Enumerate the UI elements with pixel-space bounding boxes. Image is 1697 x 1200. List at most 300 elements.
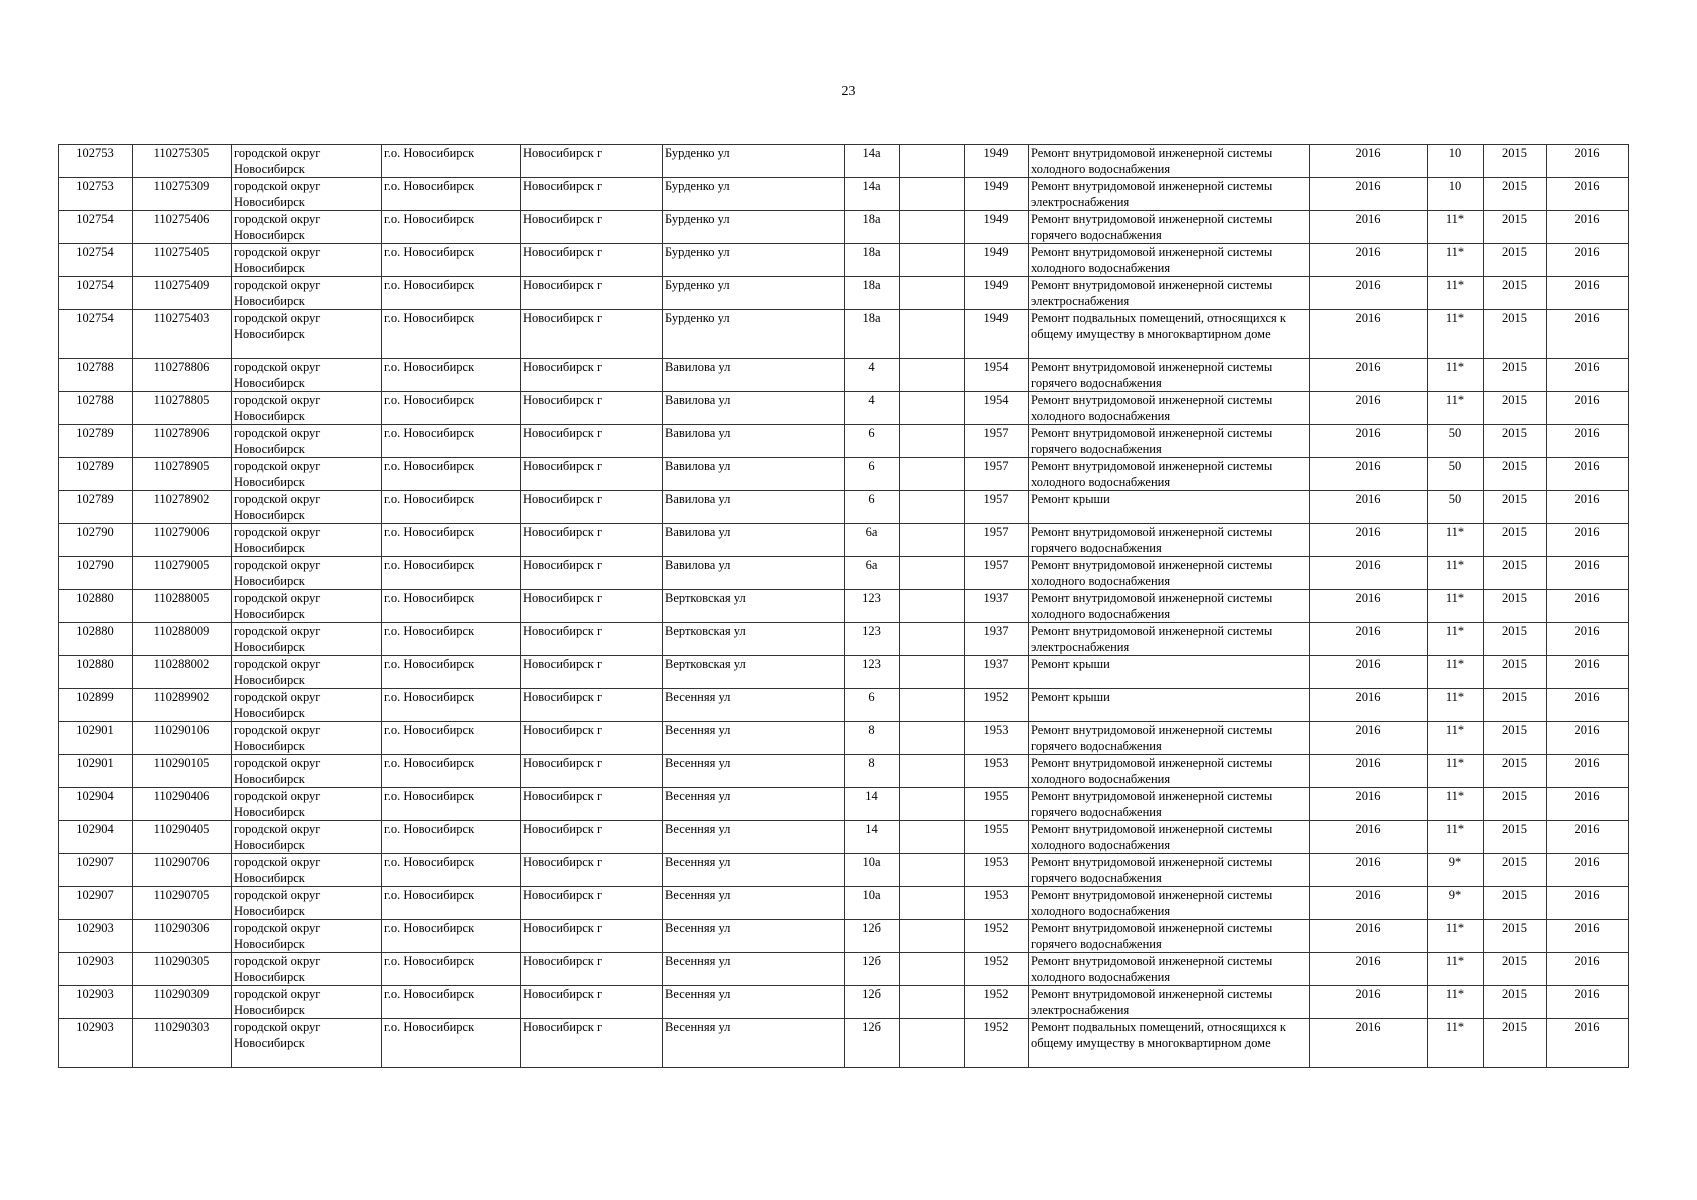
cell-year-built: 1953 [965,722,1029,755]
cell-floors: 11* [1428,953,1484,986]
cell-floors: 11* [1428,524,1484,557]
cell-house-id: 102904 [59,821,133,854]
cell-work-code: 110275403 [133,310,232,359]
cell-municipality: г.о. Новосибирск [382,178,521,211]
cell-work-code: 110279006 [133,524,232,557]
cell-district: городской округ Новосибирск [232,145,382,178]
cell-building [900,524,965,557]
cell-plan-year: 2016 [1310,689,1428,722]
cell-street: Вертковская ул [663,623,845,656]
cell-start-year: 2015 [1484,145,1547,178]
cell-district: городской округ Новосибирск [232,821,382,854]
cell-municipality: г.о. Новосибирск [382,425,521,458]
cell-year-built: 1949 [965,277,1029,310]
cell-municipality: г.о. Новосибирск [382,920,521,953]
cell-building [900,491,965,524]
cell-work-code: 110278805 [133,392,232,425]
cell-municipality: г.о. Новосибирск [382,689,521,722]
cell-plan-year: 2016 [1310,178,1428,211]
cell-settlement: Новосибирск г [521,953,663,986]
cell-work-type: Ремонт внутридомовой инженерной системы горячего водоснабжения [1029,359,1310,392]
cell-settlement: Новосибирск г [521,887,663,920]
cell-municipality: г.о. Новосибирск [382,145,521,178]
cell-floors: 11* [1428,1019,1484,1068]
cell-end-year: 2016 [1547,310,1629,359]
cell-floors: 11* [1428,277,1484,310]
cell-work-code: 110290106 [133,722,232,755]
cell-year-built: 1957 [965,557,1029,590]
cell-work-type: Ремонт внутридомовой инженерной системы электроснабжения [1029,178,1310,211]
cell-house-id: 102754 [59,211,133,244]
cell-street: Бурденко ул [663,244,845,277]
cell-district: городской округ Новосибирск [232,557,382,590]
cell-district: городской округ Новосибирск [232,244,382,277]
cell-house-number: 4 [845,359,900,392]
cell-municipality: г.о. Новосибирск [382,722,521,755]
cell-settlement: Новосибирск г [521,689,663,722]
cell-district: городской округ Новосибирск [232,722,382,755]
cell-building [900,211,965,244]
table-row [59,392,1629,425]
cell-settlement: Новосибирск г [521,392,663,425]
table-row [59,458,1629,491]
cell-work-type: Ремонт внутридомовой инженерной системы холодного водоснабжения [1029,244,1310,277]
cell-plan-year: 2016 [1310,821,1428,854]
cell-end-year: 2016 [1547,623,1629,656]
table-row [59,623,1629,656]
cell-street: Бурденко ул [663,310,845,359]
cell-work-code: 110290309 [133,986,232,1019]
cell-end-year: 2016 [1547,392,1629,425]
cell-work-code: 110288005 [133,590,232,623]
cell-start-year: 2015 [1484,986,1547,1019]
table-row [59,590,1629,623]
table-row [59,524,1629,557]
cell-start-year: 2015 [1484,722,1547,755]
cell-house-id: 102880 [59,623,133,656]
cell-district: городской округ Новосибирск [232,178,382,211]
cell-house-id: 102790 [59,524,133,557]
cell-district: городской округ Новосибирск [232,310,382,359]
cell-work-code: 110279005 [133,557,232,590]
cell-plan-year: 2016 [1310,986,1428,1019]
cell-municipality: г.о. Новосибирск [382,458,521,491]
cell-floors: 11* [1428,244,1484,277]
cell-house-number: 6 [845,458,900,491]
cell-house-number: 18а [845,277,900,310]
cell-work-code: 110275409 [133,277,232,310]
cell-settlement: Новосибирск г [521,722,663,755]
cell-end-year: 2016 [1547,953,1629,986]
cell-work-type: Ремонт внутридомовой инженерной системы холодного водоснабжения [1029,821,1310,854]
cell-street: Весенняя ул [663,920,845,953]
cell-street: Вавилова ул [663,392,845,425]
cell-municipality: г.о. Новосибирск [382,986,521,1019]
cell-street: Бурденко ул [663,277,845,310]
cell-building [900,887,965,920]
cell-work-code: 110289902 [133,689,232,722]
cell-settlement: Новосибирск г [521,458,663,491]
cell-plan-year: 2016 [1310,854,1428,887]
cell-year-built: 1952 [965,986,1029,1019]
cell-start-year: 2015 [1484,1019,1547,1068]
cell-house-id: 102880 [59,656,133,689]
cell-district: городской округ Новосибирск [232,359,382,392]
cell-district: городской округ Новосибирск [232,854,382,887]
cell-district: городской округ Новосибирск [232,491,382,524]
cell-floors: 11* [1428,310,1484,359]
cell-house-number: 18а [845,244,900,277]
table-row [59,277,1629,310]
cell-floors: 9* [1428,854,1484,887]
cell-plan-year: 2016 [1310,145,1428,178]
cell-plan-year: 2016 [1310,491,1428,524]
cell-work-type: Ремонт внутридомовой инженерной системы электроснабжения [1029,277,1310,310]
cell-start-year: 2015 [1484,887,1547,920]
cell-street: Весенняя ул [663,1019,845,1068]
cell-house-number: 12б [845,953,900,986]
cell-work-code: 110275406 [133,211,232,244]
cell-street: Вавилова ул [663,425,845,458]
cell-building [900,689,965,722]
cell-floors: 10 [1428,178,1484,211]
cell-house-number: 123 [845,623,900,656]
cell-district: городской округ Новосибирск [232,755,382,788]
table-body [59,145,1629,1068]
cell-start-year: 2015 [1484,590,1547,623]
cell-building [900,277,965,310]
table-row [59,755,1629,788]
cell-year-built: 1949 [965,211,1029,244]
cell-settlement: Новосибирск г [521,359,663,392]
table-row [59,244,1629,277]
cell-settlement: Новосибирск г [521,986,663,1019]
table-row [59,145,1629,178]
cell-house-number: 12б [845,1019,900,1068]
cell-end-year: 2016 [1547,920,1629,953]
cell-plan-year: 2016 [1310,458,1428,491]
cell-street: Весенняя ул [663,722,845,755]
cell-municipality: г.о. Новосибирск [382,887,521,920]
cell-work-code: 110290705 [133,887,232,920]
table-row [59,656,1629,689]
cell-municipality: г.о. Новосибирск [382,854,521,887]
cell-work-type: Ремонт внутридомовой инженерной системы холодного водоснабжения [1029,458,1310,491]
table-row [59,359,1629,392]
cell-municipality: г.о. Новосибирск [382,277,521,310]
cell-building [900,920,965,953]
cell-plan-year: 2016 [1310,590,1428,623]
cell-street: Вавилова ул [663,524,845,557]
cell-house-id: 102788 [59,392,133,425]
cell-start-year: 2015 [1484,211,1547,244]
cell-district: городской округ Новосибирск [232,986,382,1019]
cell-work-code: 110278906 [133,425,232,458]
cell-work-code: 110290406 [133,788,232,821]
cell-municipality: г.о. Новосибирск [382,524,521,557]
cell-work-type: Ремонт подвальных помещений, относящихся к общему имуществу в многоквартирном доме [1029,310,1310,359]
cell-floors: 50 [1428,491,1484,524]
cell-building [900,986,965,1019]
table-row [59,178,1629,211]
cell-work-type: Ремонт внутридомовой инженерной системы холодного водоснабжения [1029,755,1310,788]
cell-house-number: 14 [845,788,900,821]
cell-end-year: 2016 [1547,689,1629,722]
cell-house-number: 4 [845,392,900,425]
cell-work-type: Ремонт внутридомовой инженерной системы холодного водоснабжения [1029,887,1310,920]
cell-house-number: 6 [845,689,900,722]
cell-house-number: 6а [845,524,900,557]
cell-street: Весенняя ул [663,755,845,788]
cell-work-type: Ремонт крыши [1029,689,1310,722]
cell-district: городской округ Новосибирск [232,689,382,722]
cell-year-built: 1952 [965,689,1029,722]
cell-settlement: Новосибирск г [521,310,663,359]
cell-work-type: Ремонт крыши [1029,491,1310,524]
table-row [59,854,1629,887]
cell-district: городской округ Новосибирск [232,392,382,425]
cell-building [900,557,965,590]
cell-year-built: 1955 [965,821,1029,854]
cell-plan-year: 2016 [1310,722,1428,755]
cell-floors: 11* [1428,359,1484,392]
cell-end-year: 2016 [1547,277,1629,310]
cell-work-code: 110275405 [133,244,232,277]
cell-year-built: 1937 [965,590,1029,623]
cell-end-year: 2016 [1547,178,1629,211]
cell-house-id: 102907 [59,887,133,920]
cell-settlement: Новосибирск г [521,821,663,854]
cell-house-id: 102754 [59,277,133,310]
cell-street: Весенняя ул [663,689,845,722]
table-row [59,557,1629,590]
cell-start-year: 2015 [1484,425,1547,458]
cell-floors: 11* [1428,788,1484,821]
cell-house-number: 12б [845,920,900,953]
cell-house-id: 102903 [59,953,133,986]
cell-end-year: 2016 [1547,755,1629,788]
cell-building [900,788,965,821]
cell-district: городской округ Новосибирск [232,1019,382,1068]
cell-work-type: Ремонт внутридомовой инженерной системы горячего водоснабжения [1029,425,1310,458]
cell-settlement: Новосибирск г [521,145,663,178]
cell-year-built: 1952 [965,920,1029,953]
cell-work-type: Ремонт внутридомовой инженерной системы электроснабжения [1029,986,1310,1019]
cell-plan-year: 2016 [1310,887,1428,920]
cell-street: Весенняя ул [663,788,845,821]
cell-settlement: Новосибирск г [521,920,663,953]
cell-year-built: 1949 [965,178,1029,211]
cell-work-code: 110290305 [133,953,232,986]
cell-house-id: 102788 [59,359,133,392]
cell-house-id: 102789 [59,458,133,491]
cell-year-built: 1937 [965,656,1029,689]
cell-settlement: Новосибирск г [521,211,663,244]
cell-year-built: 1957 [965,491,1029,524]
cell-settlement: Новосибирск г [521,656,663,689]
cell-district: городской округ Новосибирск [232,656,382,689]
cell-plan-year: 2016 [1310,755,1428,788]
cell-district: городской округ Новосибирск [232,425,382,458]
cell-start-year: 2015 [1484,854,1547,887]
cell-work-code: 110275309 [133,178,232,211]
cell-settlement: Новосибирск г [521,755,663,788]
cell-end-year: 2016 [1547,211,1629,244]
cell-district: городской округ Новосибирск [232,524,382,557]
cell-building [900,953,965,986]
table-row [59,722,1629,755]
cell-work-code: 110278905 [133,458,232,491]
cell-year-built: 1954 [965,359,1029,392]
cell-settlement: Новосибирск г [521,590,663,623]
cell-house-id: 102901 [59,722,133,755]
cell-settlement: Новосибирск г [521,491,663,524]
cell-house-id: 102790 [59,557,133,590]
cell-house-number: 18а [845,310,900,359]
cell-building [900,458,965,491]
cell-floors: 11* [1428,623,1484,656]
table-row [59,689,1629,722]
cell-street: Бурденко ул [663,211,845,244]
cell-house-number: 6 [845,425,900,458]
cell-house-id: 102880 [59,590,133,623]
cell-house-number: 123 [845,656,900,689]
cell-work-type: Ремонт внутридомовой инженерной системы горячего водоснабжения [1029,211,1310,244]
cell-settlement: Новосибирск г [521,854,663,887]
cell-work-code: 110278902 [133,491,232,524]
cell-start-year: 2015 [1484,277,1547,310]
cell-end-year: 2016 [1547,986,1629,1019]
cell-end-year: 2016 [1547,458,1629,491]
cell-house-number: 14 [845,821,900,854]
cell-start-year: 2015 [1484,491,1547,524]
cell-settlement: Новосибирск г [521,277,663,310]
cell-house-number: 14а [845,178,900,211]
cell-settlement: Новосибирск г [521,524,663,557]
cell-house-id: 102899 [59,689,133,722]
cell-building [900,392,965,425]
cell-year-built: 1949 [965,145,1029,178]
cell-district: городской округ Новосибирск [232,623,382,656]
cell-start-year: 2015 [1484,392,1547,425]
cell-year-built: 1953 [965,854,1029,887]
cell-work-type: Ремонт внутридомовой инженерной системы холодного водоснабжения [1029,590,1310,623]
cell-end-year: 2016 [1547,887,1629,920]
cell-house-id: 102753 [59,145,133,178]
table-row [59,887,1629,920]
cell-work-code: 110290706 [133,854,232,887]
cell-house-number: 6а [845,557,900,590]
cell-floors: 50 [1428,458,1484,491]
cell-district: городской округ Новосибирск [232,788,382,821]
cell-building [900,854,965,887]
cell-municipality: г.о. Новосибирск [382,821,521,854]
cell-work-type: Ремонт внутридомовой инженерной системы горячего водоснабжения [1029,524,1310,557]
cell-house-id: 102753 [59,178,133,211]
cell-building [900,755,965,788]
cell-settlement: Новосибирск г [521,244,663,277]
cell-settlement: Новосибирск г [521,788,663,821]
cell-plan-year: 2016 [1310,524,1428,557]
cell-plan-year: 2016 [1310,557,1428,590]
cell-work-type: Ремонт подвальных помещений, относящихся к общему имуществу в многоквартирном доме [1029,1019,1310,1068]
cell-street: Вавилова ул [663,359,845,392]
cell-house-number: 10а [845,887,900,920]
cell-plan-year: 2016 [1310,788,1428,821]
cell-district: городской округ Новосибирск [232,211,382,244]
table-row [59,1019,1629,1068]
cell-work-type: Ремонт внутридомовой инженерной системы холодного водоснабжения [1029,392,1310,425]
cell-year-built: 1955 [965,788,1029,821]
table-row [59,211,1629,244]
cell-municipality: г.о. Новосибирск [382,755,521,788]
cell-work-type: Ремонт внутридомовой инженерной системы горячего водоснабжения [1029,920,1310,953]
cell-floors: 11* [1428,986,1484,1019]
cell-building [900,244,965,277]
cell-start-year: 2015 [1484,524,1547,557]
cell-house-id: 102789 [59,425,133,458]
cell-floors: 11* [1428,689,1484,722]
cell-end-year: 2016 [1547,359,1629,392]
cell-end-year: 2016 [1547,491,1629,524]
cell-building [900,590,965,623]
cell-year-built: 1952 [965,953,1029,986]
cell-street: Вертковская ул [663,656,845,689]
cell-year-built: 1937 [965,623,1029,656]
cell-end-year: 2016 [1547,656,1629,689]
cell-work-code: 110290105 [133,755,232,788]
cell-settlement: Новосибирск г [521,557,663,590]
cell-building [900,623,965,656]
cell-end-year: 2016 [1547,788,1629,821]
cell-plan-year: 2016 [1310,359,1428,392]
cell-start-year: 2015 [1484,244,1547,277]
cell-start-year: 2015 [1484,359,1547,392]
cell-house-number: 18а [845,211,900,244]
cell-house-number: 6 [845,491,900,524]
cell-street: Вертковская ул [663,590,845,623]
cell-house-number: 8 [845,755,900,788]
cell-start-year: 2015 [1484,623,1547,656]
cell-municipality: г.о. Новосибирск [382,359,521,392]
cell-plan-year: 2016 [1310,244,1428,277]
cell-work-code: 110278806 [133,359,232,392]
cell-floors: 11* [1428,656,1484,689]
cell-settlement: Новосибирск г [521,1019,663,1068]
cell-end-year: 2016 [1547,1019,1629,1068]
cell-floors: 11* [1428,211,1484,244]
cell-municipality: г.о. Новосибирск [382,557,521,590]
cell-municipality: г.о. Новосибирск [382,656,521,689]
cell-street: Весенняя ул [663,986,845,1019]
cell-floors: 10 [1428,145,1484,178]
cell-district: городской округ Новосибирск [232,953,382,986]
cell-work-type: Ремонт внутридомовой инженерной системы горячего водоснабжения [1029,722,1310,755]
cell-plan-year: 2016 [1310,310,1428,359]
cell-municipality: г.о. Новосибирск [382,491,521,524]
cell-year-built: 1949 [965,244,1029,277]
cell-house-id: 102754 [59,310,133,359]
cell-start-year: 2015 [1484,656,1547,689]
cell-house-id: 102904 [59,788,133,821]
cell-house-id: 102903 [59,920,133,953]
cell-year-built: 1957 [965,425,1029,458]
cell-municipality: г.о. Новосибирск [382,623,521,656]
cell-work-type: Ремонт внутридомовой инженерной системы электроснабжения [1029,623,1310,656]
cell-municipality: г.о. Новосибирск [382,788,521,821]
cell-year-built: 1957 [965,458,1029,491]
cell-year-built: 1952 [965,1019,1029,1068]
